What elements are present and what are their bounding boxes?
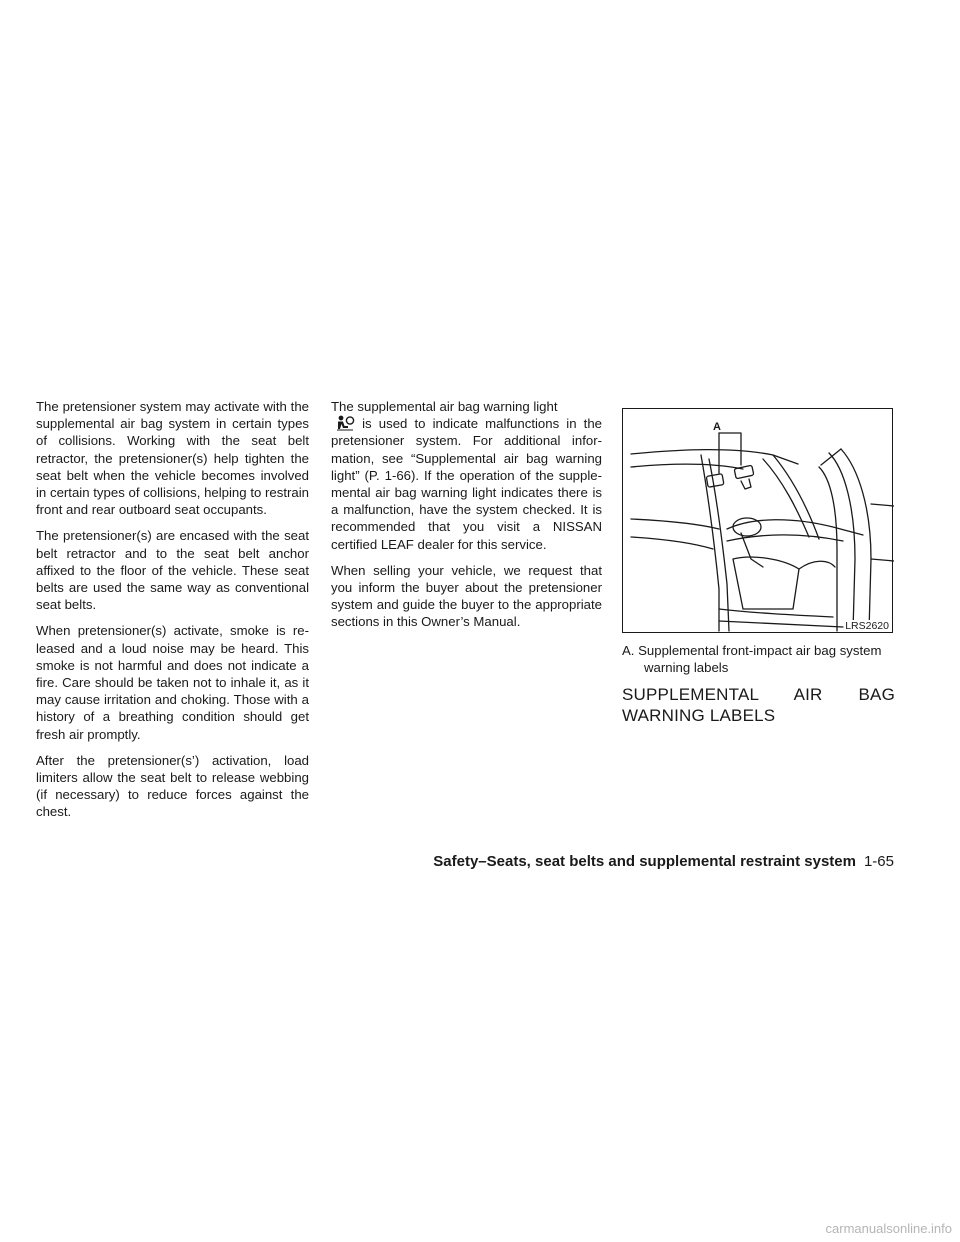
text-column-2 bbox=[331, 398, 602, 640]
paragraph-rest: is used to indicate malfunctions in the pretensioner system. For additional information, see “Supplemental air bag warning light” (P. 1-66). If the operation of the supplemental air bag warning light indicates there is a malfunction, have the system checked. It is recommended that you visit a NISSAN certified LEAF dealer for this service. bbox=[331, 416, 603, 552]
paragraph: The pretensioner(s) are encased with the seat belt retractor and to the seat belt anchor affixed to the floor of the vehicle. These seat belts are used the same way as conventional seat belts. bbox=[36, 528, 309, 613]
footer-section-title: Safety–Seats, seat belts and supplemental restraint system bbox=[433, 853, 856, 870]
page-footer bbox=[433, 852, 894, 872]
paragraph: When pretensioner(s) activate, smoke is released and a loud noise may be heard. This smoke is not harmful and does not indicate a fire. Care should be taken not to inhale it, as it may cause irritation and choking. Those with a history of a breathing condition should get fresh air promptly. bbox=[36, 623, 309, 742]
page-number: 1-65 bbox=[863, 853, 894, 870]
warning-labels-illustration bbox=[622, 408, 893, 633]
airbag-warning-icon bbox=[335, 415, 355, 431]
paragraph: After the pretensioner(s’) activation, load limiters allow the seat belt to release webbing (if necessary) to reduce forces against the chest. bbox=[36, 752, 309, 820]
paragraph bbox=[331, 398, 602, 553]
car-door-opening-icon bbox=[623, 409, 894, 634]
watermark: carmanualsonline.info bbox=[825, 1221, 952, 1236]
section-heading: SUPPLEMENTAL AIR BAG WARNING LABELS bbox=[622, 685, 895, 726]
figure-id: LRS2620 bbox=[845, 620, 889, 632]
figure-label-a: A bbox=[713, 421, 721, 433]
figure-column bbox=[622, 398, 895, 741]
paragraph-lead: The supplemental air bag warning light bbox=[331, 399, 558, 414]
text-column-1 bbox=[36, 398, 309, 830]
figure-caption: A. Supplemental front-impact air bag system warning labels bbox=[622, 643, 882, 676]
paragraph: The pretensioner system may activate with the supplemental air bag system in certain types of collisions. Working with the seat belt retractor, the pretensioner(s) help tighten the seat belt when the vehicle becomes involved in certain types of collisions, helping to restrain front and rear outboard seat occupants. bbox=[36, 399, 309, 518]
paragraph: When selling your vehicle, we request that you inform the buyer about the pretensioner system and guide the buyer to the appropriate sections in this Owner’s Manual. bbox=[331, 562, 602, 630]
